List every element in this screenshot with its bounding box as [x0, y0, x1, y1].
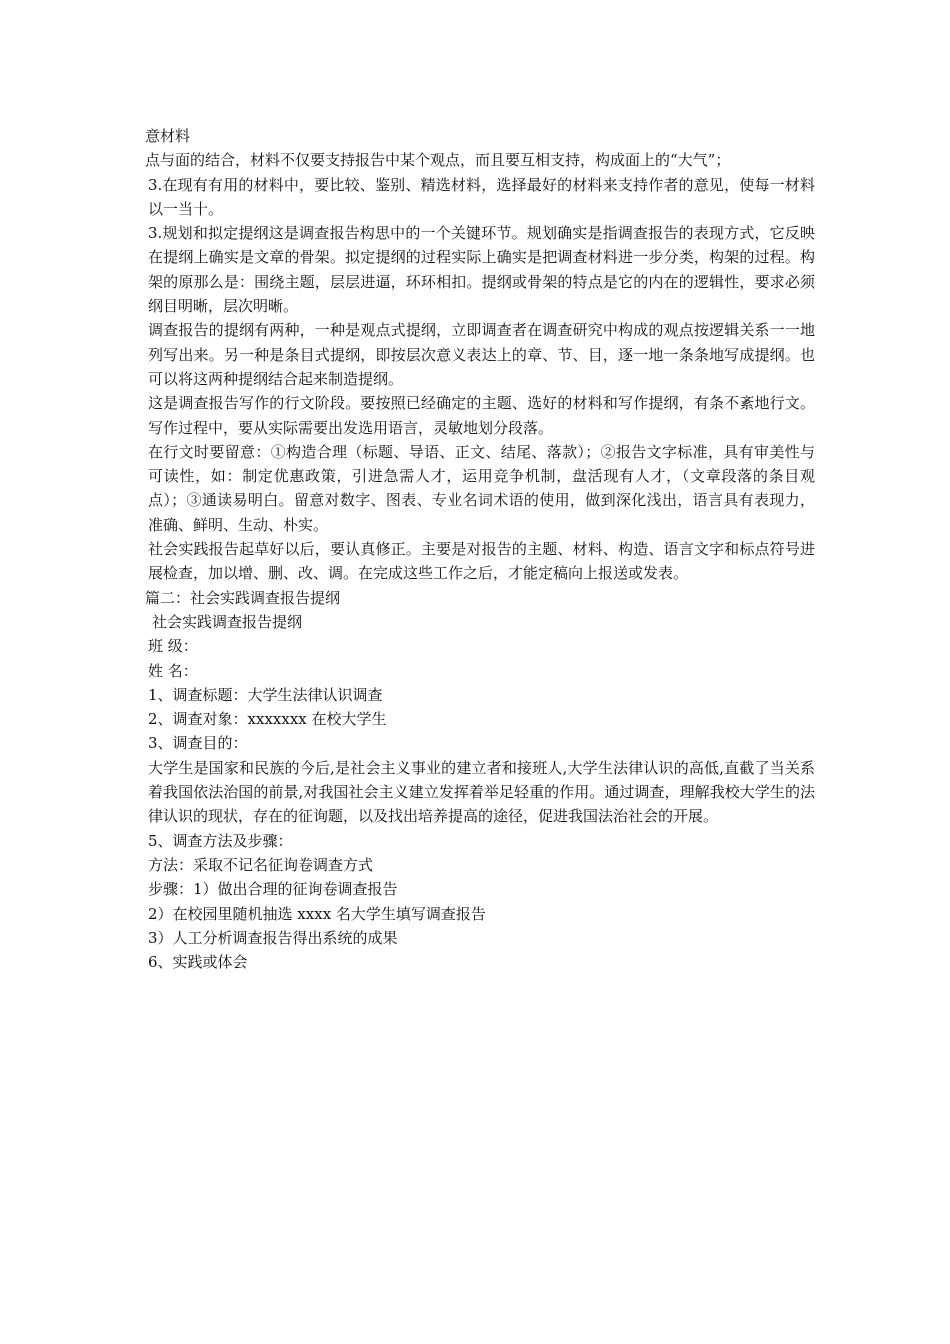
document-page [145, 124, 815, 974]
list-item: 2、调查对象：xxxxxxx 在校大学生 [148, 710, 387, 729]
paragraph: 3.规划和拟定提纲这是调查报告构思中的一个关键环节。规划确实是指调查报告的表现方式，它反映在提纲上确实是文章的骨架。拟定提纲的过程实际上确实是把调查材料进一步分类，构架的过程。构架的原那么是：围绕主题，层层进逼，环环相扣。提纲或骨架的特点是它的内在的逻辑性，要求必须纲目明晰，层次明晰。 [148, 224, 815, 316]
paragraph: 点与面的结合，材料不仅要支持报告中某个观点，而且要互相支持，构成面上的“大气”； [145, 151, 731, 170]
paragraph: 大学生是国家和民族的今后,是社会主义事业的建立者和接班人,大学生法律认识的高低,直截了当关系着我国依法治国的前景,对我国社会主义建立发挥着举足轻重的作用。通过调查，理解我校大学生的法律认识的现状，存在的征询题，以及找出培养提高的途径，促进我国法治社会的开展。 [148, 758, 815, 826]
paragraph: 3.在现有有用的材料中，要比较、鉴别、精选材料，选择最好的材料来支持作者的意见，使每一材料以一当十。 [148, 175, 815, 218]
list-item: 方法：采取不记名征询卷调查方式 [148, 855, 374, 874]
list-item: 3、调查目的： [148, 734, 248, 753]
list-item: 3）人工分析调查报告得出系统的成果 [148, 928, 398, 947]
list-item: 6、实践或体会 [148, 953, 248, 972]
paragraph: 社会实践报告起草好以后，要认真修正。主要是对报告的主题、材料、构造、语言文字和标点符号进展检查，加以增、删、改、调。在完成这些工作之后，才能定稿向上报送或发表。 [148, 540, 815, 583]
list-item: 5、调查方法及步骤： [148, 831, 293, 850]
list-item: 步骤：1）做出合理的征询卷调查报告 [148, 880, 398, 899]
class-field: 班 级： [148, 637, 198, 656]
paragraph: 意材料 [145, 127, 191, 145]
section-heading: 篇二：社会实践调查报告提纲 [145, 588, 341, 607]
paragraph: 这是调查报告写作的行文阶段。要按照已经确定的主题、选好的材料和写作提纲，有条不紊地行文。写作过程中，要从实际需要出发选用语言，灵敏地划分段落。 [148, 394, 815, 437]
paragraph: 在行文时要留意：①构造合理（标题、导语、正文、结尾、落款）；②报告文字标准，具有审美性与可读性，如：制定优惠政策，引进急需人才，运用竞争机制，盘活现有人才，（文章段落的条目观点）；③通读易明白。留意对数字、图表、专业名词术语的使用，做到深化浅出，语言具有表现力，准确、鲜明、生动、朴实。 [148, 442, 815, 534]
name-field: 姓 名： [148, 661, 198, 680]
paragraph: 调查报告的提纲有两种，一种是观点式提纲，立即调查者在调查研究中构成的观点按逻辑关系一一地列写出来。另一种是条目式提纲，即按层次意义表达上的章、节、目，逐一地一条条地写成提纲。也可以将这两种提纲结合起来制造提纲。 [148, 321, 815, 388]
document-title: 社会实践调查报告提纲 [152, 612, 303, 631]
list-item: 1、调查标题：大学生法律认识调查 [148, 685, 383, 704]
list-item: 2）在校园里随机抽选 xxxx 名大学生填写调查报告 [148, 904, 486, 923]
